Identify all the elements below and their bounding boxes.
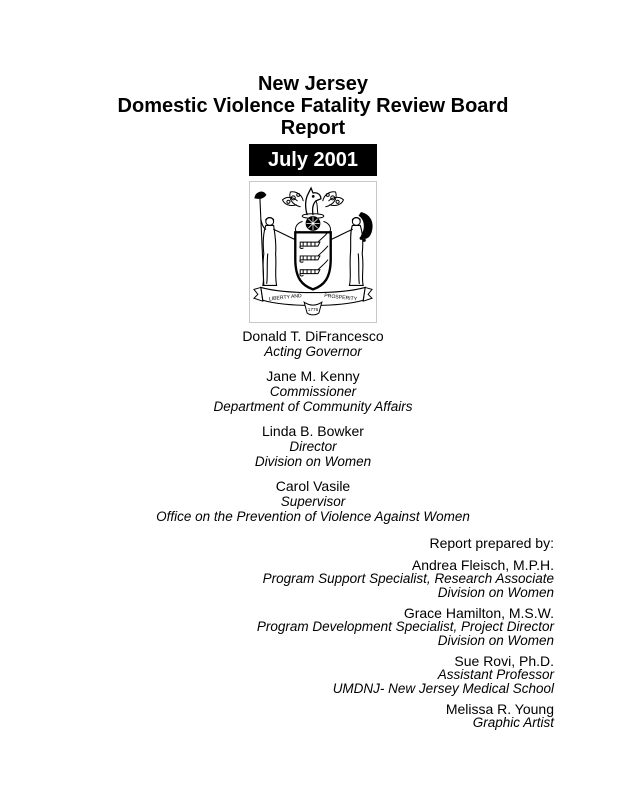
title-line-2: Domestic Violence Fatality Review Board bbox=[117, 95, 509, 117]
report-title bbox=[72, 73, 554, 139]
prepared-name: Melissa R. Young bbox=[445, 701, 554, 717]
prepared-role: Program Development Specialist, Project Director bbox=[256, 619, 554, 634]
cover-content bbox=[72, 0, 554, 730]
seal-shield bbox=[295, 232, 330, 289]
prepared-name: Sue Rovi, Ph.D. bbox=[454, 653, 554, 669]
official-entry bbox=[72, 329, 554, 359]
title-line-3: Report bbox=[280, 117, 346, 139]
official-role: Supervisor bbox=[280, 494, 346, 509]
official-role: Office on the Prevention of Violence Against Women bbox=[156, 509, 470, 524]
official-role: Department of Community Affairs bbox=[213, 399, 413, 414]
seal-motto-left: LIBERTY AND bbox=[268, 293, 303, 303]
prepared-entry bbox=[72, 606, 554, 648]
official-entry bbox=[72, 369, 554, 414]
prepared-entry bbox=[72, 558, 554, 600]
seal-year: 1776 bbox=[307, 308, 319, 314]
horse-head bbox=[306, 188, 321, 215]
prepared-entry bbox=[72, 702, 554, 730]
officials-list bbox=[72, 329, 554, 524]
official-entry bbox=[72, 479, 554, 524]
official-role: Division on Women bbox=[254, 454, 372, 469]
official-role: Director bbox=[289, 439, 337, 454]
nj-state-seal-icon bbox=[251, 183, 375, 321]
prepared-entry bbox=[72, 654, 554, 696]
official-name: Donald T. DiFrancesco bbox=[242, 328, 384, 344]
official-name: Linda B. Bowker bbox=[262, 423, 364, 439]
prepared-by-heading: Report prepared by: bbox=[429, 535, 554, 551]
seal-row bbox=[72, 181, 554, 323]
date-badge: July 2001 bbox=[249, 144, 377, 176]
prepared-role: Division on Women bbox=[437, 633, 554, 648]
prepared-name: Andrea Fleisch, M.P.H. bbox=[411, 557, 554, 573]
prepared-role: Assistant Professor bbox=[437, 667, 554, 682]
date-badge-row bbox=[72, 144, 554, 176]
prepared-by-section bbox=[72, 536, 554, 730]
prepared-role: Division on Women bbox=[437, 585, 554, 600]
prepared-name: Grace Hamilton, M.S.W. bbox=[403, 605, 554, 621]
prepared-role: UMDNJ- New Jersey Medical School bbox=[332, 681, 554, 696]
seal-motto-right: PROSPERITY bbox=[323, 293, 358, 303]
seal-crest bbox=[282, 188, 343, 232]
official-name: Carol Vasile bbox=[275, 478, 351, 494]
official-role: Acting Governor bbox=[264, 344, 362, 359]
prepared-role: Graphic Artist bbox=[472, 715, 554, 730]
official-entry bbox=[72, 424, 554, 469]
official-role: Commissioner bbox=[269, 384, 357, 399]
prepared-role: Program Support Specialist, Research Associate bbox=[262, 571, 554, 586]
official-name: Jane M. Kenny bbox=[266, 368, 360, 384]
seal-image-frame bbox=[249, 181, 377, 323]
title-line-1: New Jersey bbox=[257, 73, 369, 95]
